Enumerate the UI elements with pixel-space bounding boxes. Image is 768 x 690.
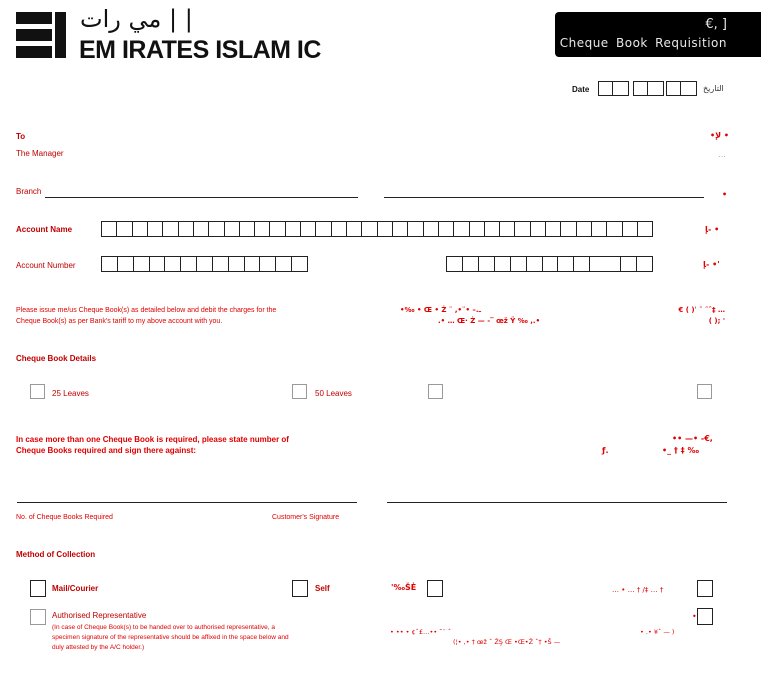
25-leaves-checkbox[interactable]: [30, 384, 45, 399]
character-cell[interactable]: [240, 222, 255, 236]
character-cell[interactable]: [439, 222, 454, 236]
character-cell[interactable]: [181, 257, 197, 271]
multiple-text-line2: Cheque Books required and sign there against:: [16, 446, 197, 455]
character-cell[interactable]: [393, 222, 408, 236]
character-cell[interactable]: [623, 222, 638, 236]
character-cell[interactable]: [424, 222, 439, 236]
character-cell[interactable]: [148, 222, 163, 236]
character-cell[interactable]: [495, 257, 511, 271]
authorised-note-line3: duly attested by the A/C holder.): [52, 644, 145, 651]
character-cell[interactable]: [347, 222, 362, 236]
character-cell[interactable]: [527, 257, 543, 271]
authorised-representative-checkbox[interactable]: [30, 609, 46, 625]
date-month-field[interactable]: [633, 81, 664, 96]
character-cell[interactable]: [531, 222, 546, 236]
form-title: Cheque Book Requisition: [559, 36, 727, 50]
character-cell[interactable]: [638, 222, 652, 236]
mail-courier-checkbox[interactable]: [30, 580, 46, 597]
multiple-text-line1: In case more than one Cheque Book is required, please state number of: [16, 435, 289, 444]
account-number-label: Account Number: [16, 261, 76, 270]
customer-signature-label: Customer's Signature: [272, 514, 340, 521]
character-cell[interactable]: [197, 257, 213, 271]
bank-name-english: EM IRATES ISLAM IC: [79, 36, 321, 64]
50-leaves-checkbox[interactable]: [292, 384, 307, 399]
signature-arabic-line[interactable]: [387, 502, 727, 503]
account-number-label-arabic: ﺈ- •': [703, 260, 720, 269]
form-title-arabic: €, ]: [705, 17, 727, 32]
character-cell[interactable]: [470, 222, 485, 236]
account-name-label: Account Name: [16, 225, 73, 234]
self-checkbox[interactable]: [292, 580, 308, 597]
request-arabic-line2: .• … Œ· Ż — -‾ œž Ÿ ‰ ,.•: [438, 317, 541, 325]
character-cell[interactable]: [134, 257, 150, 271]
character-cell[interactable]: [378, 222, 393, 236]
account-number-arabic-cells[interactable]: [446, 256, 653, 272]
multiple-books-arabic-line1: •• —• -€,: [672, 434, 713, 443]
character-cell[interactable]: [225, 222, 240, 236]
character-cell[interactable]: [292, 257, 307, 271]
request-text-line1: Please issue me/us Cheque Book(s) as detailed below and debit the charges for the: [16, 307, 277, 314]
request-arabic-b-line1: € ( )ˈ ˜ ˜ˆ‡ …: [678, 306, 725, 314]
character-cell[interactable]: [286, 222, 301, 236]
branch-label: Branch: [16, 187, 42, 196]
authorised-note-arabic-3: • .• ¥ˆ — ): [640, 628, 675, 636]
character-cell[interactable]: [332, 222, 347, 236]
25-leaves-arabic-checkbox[interactable]: [697, 384, 712, 399]
account-number-cells[interactable]: [101, 256, 308, 272]
character-cell[interactable]: [561, 222, 576, 236]
self-label-arabic: '‰ŠĖ: [391, 583, 417, 592]
manager-label: The Manager: [16, 149, 64, 158]
branch-input-line[interactable]: [45, 197, 358, 198]
50-leaves-arabic-checkbox[interactable]: [428, 384, 443, 399]
multiple-books-instruction: [16, 434, 376, 456]
character-cell[interactable]: [133, 222, 148, 236]
form-title-box: [555, 12, 761, 57]
character-cell[interactable]: [150, 257, 166, 271]
character-cell[interactable]: [179, 222, 194, 236]
request-text-line2: Cheque Book(s) as per Bank's tariff to my above account with you.: [16, 318, 223, 325]
character-cell[interactable]: [454, 222, 469, 236]
character-cell[interactable]: [165, 257, 181, 271]
character-cell[interactable]: [463, 257, 479, 271]
character-cell[interactable]: [447, 257, 463, 271]
branch-arabic-input-line[interactable]: [384, 197, 704, 198]
character-cell[interactable]: [194, 222, 209, 236]
character-cell[interactable]: [515, 222, 530, 236]
character-cell[interactable]: [621, 257, 637, 271]
request-paragraph-arabic-b: [655, 305, 725, 327]
character-cell[interactable]: [577, 222, 592, 236]
mail-courier-label: Mail/Courier: [52, 584, 99, 593]
authorised-note-line2: specimen signature of the representative should be affixed in the space below and: [52, 634, 289, 641]
authorised-representative-label: Authorised Representative: [52, 611, 147, 620]
mail-courier-arabic-checkbox[interactable]: [697, 580, 713, 597]
bank-name-arabic: مي رات | |: [80, 5, 193, 33]
character-cell[interactable]: [511, 257, 527, 271]
character-cell[interactable]: [408, 222, 423, 236]
character-cell[interactable]: [229, 257, 245, 271]
character-cell[interactable]: [102, 257, 118, 271]
date-year-field[interactable]: [666, 81, 697, 96]
character-cell[interactable]: [102, 222, 117, 236]
50-leaves-label: 50 Leaves: [315, 389, 352, 398]
multiple-books-arabic-line2b: •_ † ‡ ‰: [662, 446, 699, 455]
character-cell[interactable]: [500, 222, 515, 236]
character-cell[interactable]: [301, 222, 316, 236]
character-cell[interactable]: [316, 222, 331, 236]
account-name-cells[interactable]: [101, 221, 653, 237]
character-cell[interactable]: [479, 257, 495, 271]
character-cell[interactable]: [163, 222, 178, 236]
request-paragraph-arabic-a: [400, 305, 540, 327]
branch-label-arabic: •: [722, 190, 728, 199]
character-cell[interactable]: [590, 257, 621, 271]
authorised-representative-arabic-checkbox[interactable]: [697, 608, 713, 625]
authorised-representative-note: [52, 623, 357, 653]
25-leaves-label: 25 Leaves: [52, 389, 89, 398]
date-label-arabic: التاريخ: [703, 84, 724, 93]
authorised-mark-arabic: •: [692, 612, 697, 621]
mail-courier-label-arabic: … • … † /‡ … †: [612, 586, 664, 594]
request-arabic-b-line2: ( ); ': [708, 317, 725, 325]
request-arabic-line1: •‰ • Œ • Ż ¨ ,•¨• –.ـ: [400, 306, 481, 314]
character-cell[interactable]: [485, 222, 500, 236]
bank-logo-mark: [16, 12, 66, 58]
no-of-books-label: No. of Cheque Books Required: [16, 514, 113, 521]
cheque-book-details-heading: Cheque Book Details: [16, 354, 97, 363]
character-cell[interactable]: [546, 222, 561, 236]
character-cell[interactable]: [209, 222, 224, 236]
request-paragraph: [16, 305, 376, 327]
to-label: To: [16, 132, 26, 141]
character-cell[interactable]: [117, 222, 132, 236]
authorised-note-line1: (In case of Cheque Book(s) to be handed over to authorised representative, a: [52, 624, 275, 631]
character-cell[interactable]: [592, 222, 607, 236]
character-cell[interactable]: [260, 257, 276, 271]
character-cell[interactable]: [118, 257, 134, 271]
character-cell[interactable]: [558, 257, 574, 271]
authorised-note-arabic-1: • •• • ¢ˆ£…•• ˜¨ ˆ: [390, 628, 452, 636]
authorised-note-arabic-2: (¦• ,• † œž ˆ ŽŞ Œ •Œ•Ž ˆ† •Š —: [453, 638, 561, 646]
character-cell[interactable]: [245, 257, 261, 271]
date-label: Date: [572, 85, 590, 94]
date-day-field[interactable]: [598, 81, 629, 96]
account-name-label-arabic: ﺈ- •: [705, 225, 720, 234]
character-cell[interactable]: [362, 222, 377, 236]
manager-label-arabic: …: [718, 150, 726, 159]
character-cell[interactable]: [574, 257, 590, 271]
to-label-arabic: •ﻹ •: [710, 131, 729, 140]
character-cell[interactable]: [213, 257, 229, 271]
self-label: Self: [315, 584, 330, 593]
signature-line[interactable]: [17, 502, 357, 503]
character-cell[interactable]: [276, 257, 292, 271]
character-cell[interactable]: [255, 222, 270, 236]
character-cell[interactable]: [543, 257, 559, 271]
multiple-books-arabic-line2a: ƒ.: [602, 446, 609, 455]
collection-method-heading: Method of Collection: [16, 550, 96, 559]
character-cell[interactable]: [637, 257, 652, 271]
character-cell[interactable]: [270, 222, 285, 236]
character-cell[interactable]: [607, 222, 622, 236]
self-arabic-checkbox[interactable]: [427, 580, 443, 597]
